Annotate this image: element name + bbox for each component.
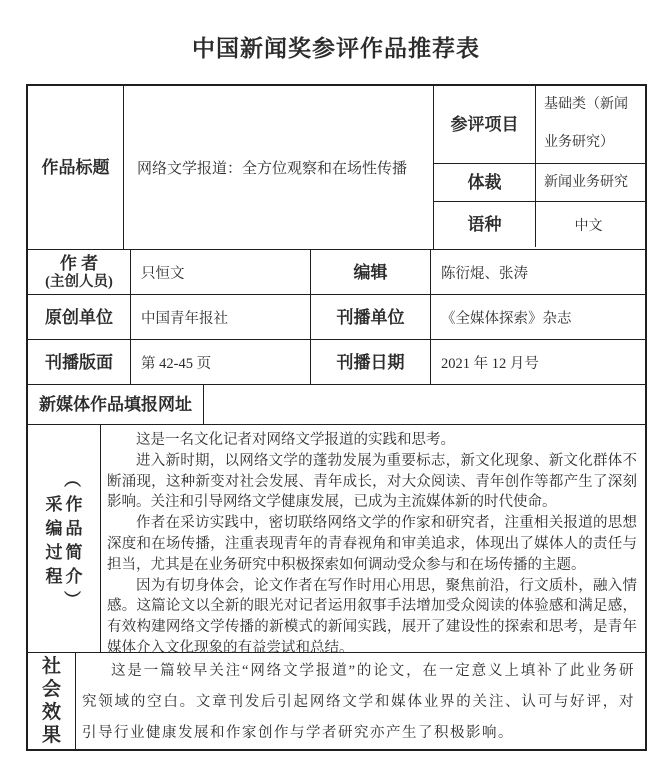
social-effect-vertical-label xyxy=(28,653,76,749)
genre-value: 新闻业务研究 xyxy=(544,175,628,190)
row-social-effect xyxy=(28,653,645,749)
intro-paragraph: 因为有切身体会，论文作者在写作时用心用思，聚焦前沿，行文质朴，融入情感。这篇论文以全新的眼光对记者运用叙事手法增加受众阅读的体验感和满足感，有效构建网络文学传播的新模式的新闻实践，展开了建设性的探索和思考，是青年媒体介入文化现象的有益尝试和总结。 xyxy=(107,577,637,656)
social-effect-text xyxy=(76,653,645,749)
intro-paragraph: 进入新时期，以网络文学的蓬勃发展为重要标志，新文化现象、新文化群体不断涌现，这种新变对社会发展、青年成长，对大众阅读、青年创作等都产生了深刻影响。关注和引导网络文学健康发展，已成为主流媒体新的时代使命。 xyxy=(107,452,637,511)
language-label: 语种 xyxy=(434,202,536,247)
entry-info-subtable xyxy=(434,86,645,249)
author-value: 只恒文 xyxy=(131,250,311,294)
entry-item-value: 基础类（新闻业务研究） xyxy=(544,97,628,150)
editor-value: 陈衍焜、张涛 xyxy=(441,265,528,282)
vlabel-char: 简 xyxy=(65,543,83,562)
row-entry-item xyxy=(434,86,645,164)
row-units xyxy=(28,295,645,340)
row-genre xyxy=(434,164,645,202)
row-author-editor xyxy=(28,250,645,295)
original-unit-value: 中国青年报社 xyxy=(131,295,311,339)
publish-unit-value: 《全媒体探索》杂志 xyxy=(441,310,572,327)
vlabel-char: 过 xyxy=(45,543,63,562)
publish-date-label: 刊播日期 xyxy=(311,340,431,384)
social-paragraph: 这是一篇较早关注“网络文学报道”的论文，在一定意义上填补了此业务研究领域的空白。文章刊发后引起网络文学和媒体业界的关注、认可与好评，对引导行业健康发展和作家创作与学者研究亦产生了积极影响。 xyxy=(82,663,635,741)
work-intro-vertical-label xyxy=(28,425,101,652)
intro-paragraph: 这是一名文化记者对网络文学报道的实践和思考。 xyxy=(136,432,455,448)
vertical-label-grid xyxy=(44,467,84,611)
new-media-url-label: 新媒体作品填报网址 xyxy=(28,385,204,424)
publish-unit-label: 刊播单位 xyxy=(311,295,431,339)
vlabel-char: 作 xyxy=(65,495,83,514)
page-title: 中国新闻奖参评作品推荐表 xyxy=(192,36,480,61)
language-value: 中文 xyxy=(574,218,603,234)
vlabel-char: 介 xyxy=(65,567,83,586)
vlabel-char: 社 xyxy=(41,656,61,677)
recommendation-form-table xyxy=(26,84,647,751)
work-intro-text xyxy=(101,425,645,656)
vlabel-char: 采 xyxy=(45,495,63,514)
vlabel-char: 会 xyxy=(41,679,61,700)
vertical-close-paren: ） xyxy=(62,590,82,607)
vlabel-char: 程 xyxy=(45,567,63,586)
vlabel-char: 果 xyxy=(41,725,61,746)
publish-page-label: 刊播版面 xyxy=(28,340,131,384)
work-title-label: 作品标题 xyxy=(28,86,124,249)
editor-label: 编辑 xyxy=(311,250,431,294)
genre-label: 体裁 xyxy=(434,164,536,201)
vlabel-char: 品 xyxy=(65,519,83,538)
author-label xyxy=(28,250,131,294)
author-label-line1: 作 者 xyxy=(59,254,99,273)
new-media-url-value xyxy=(204,385,645,424)
vertical-label-stack xyxy=(42,655,61,747)
author-label-line2: (主创人员) xyxy=(45,274,113,290)
row-page-date xyxy=(28,340,645,385)
vlabel-char: 编 xyxy=(45,519,63,538)
intro-paragraph: 作者在采访实践中，密切联络网络文学的作家和研究者，注重相关报道的思想深度和在场传播，注重表现青年的青春视角和审美追求，体现出了媒体人的责任与担当，尤其是在业务研究中积极探索如何调动受众参与和在场传播的主题。 xyxy=(107,515,637,573)
row-new-media-url xyxy=(28,385,645,425)
original-unit-label: 原创单位 xyxy=(28,295,131,339)
publish-date-value: 2021 年 12 月号 xyxy=(441,355,539,372)
row-language xyxy=(434,202,645,247)
work-title-value: 网络文学报道：全方位观察和在场性传播 xyxy=(124,86,434,249)
row-work-title xyxy=(28,86,645,250)
vertical-open-paren: （ xyxy=(62,470,82,487)
row-work-intro xyxy=(28,425,645,656)
vlabel-char: 效 xyxy=(41,702,61,723)
publish-page-value: 第 42-45 页 xyxy=(131,340,311,384)
entry-item-label: 参评项目 xyxy=(434,86,536,163)
